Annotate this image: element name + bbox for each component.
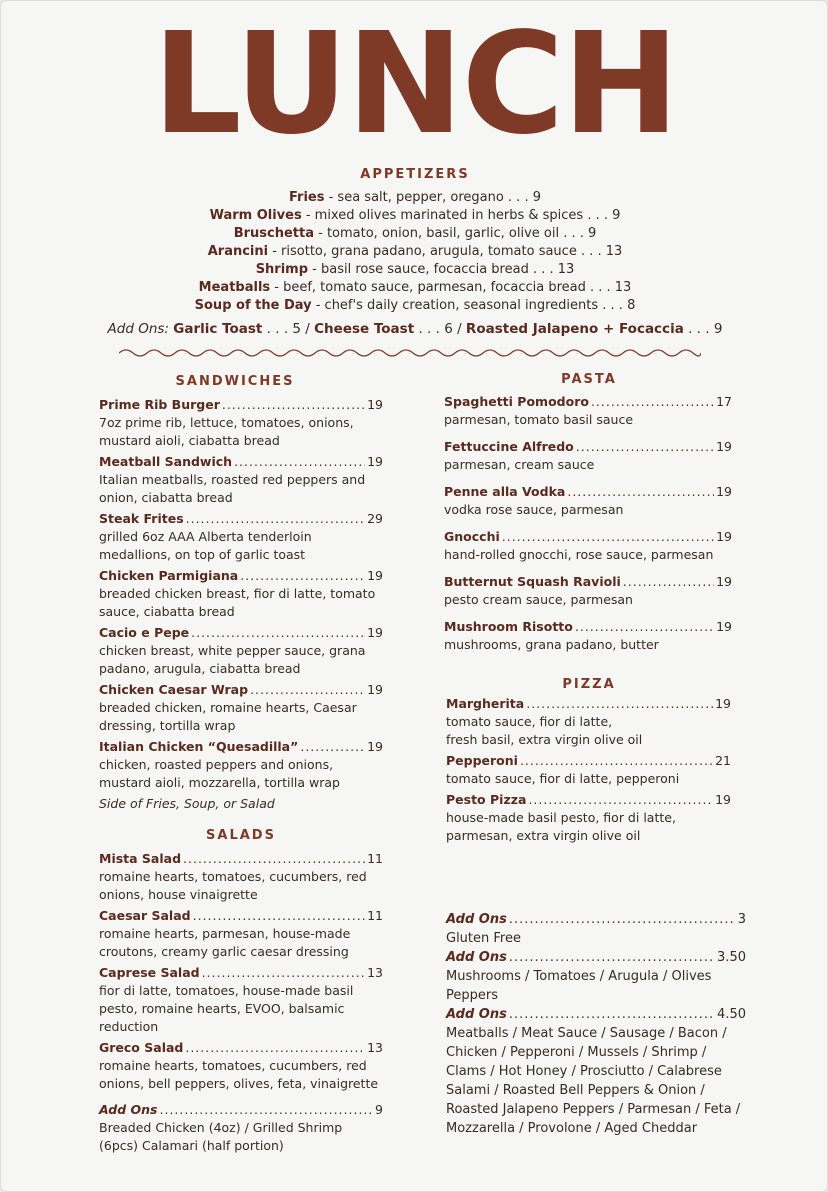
item-desc: - mixed olives marinated in herbs & spices . . . 9 [301, 208, 621, 223]
item-desc: romaine hearts, tomatoes, cucumbers, red onions, bell peppers, olives, feta, vinaigrette [99, 1058, 379, 1091]
pasta-list [444, 393, 732, 663]
addons-label: Add Ons [446, 1007, 507, 1022]
list-item [446, 752, 731, 788]
item-desc: Breaded Chicken (4oz) / Grilled Shrimp (6pcs) Calamari (half portion) [99, 1120, 343, 1153]
item-desc: - basil rose sauce, focaccia bread . . . 13 [308, 262, 575, 277]
list-item [1, 225, 828, 243]
item-price: 19 [716, 619, 732, 634]
appetizers-heading: APPETIZERS [360, 167, 470, 182]
addon-desc: Meatballs / Meat Sauce / Sausage / Bacon / Chicken / Pepperoni / Mussels / Shrimp / Clams / Hot Honey / Prosciutto / Calabrese Salami / Roasted Bell Peppers & Onion / Roasted Jalapeno Peppers / Parmesan / Feta / Mozzarella / Provolone / Aged Cheddar [446, 1026, 741, 1136]
addons-label: Add Ons [446, 950, 507, 965]
item-name: Caprese Salad [99, 965, 200, 980]
list-item [99, 850, 383, 904]
item-name: Margherita [446, 696, 525, 711]
list-item [444, 438, 732, 474]
list-item [446, 695, 731, 749]
addon-price: . . . 6 / [414, 321, 466, 337]
item-price: 19 [716, 439, 732, 454]
sandwiches-heading: SANDWICHES [175, 374, 295, 389]
addon-desc: Mushrooms / Tomatoes / Arugula / Olives Peppers [446, 969, 712, 1003]
salads-list [99, 850, 383, 1158]
item-name: Shrimp [255, 262, 309, 277]
addons-label: Add Ons: [107, 321, 169, 337]
item-name: Arancini [207, 244, 269, 259]
item-name: Bruschetta [233, 226, 314, 241]
item-desc: pesto cream sauce, parmesan [444, 592, 633, 607]
addon-price: 3 [737, 912, 746, 927]
item-price: 19 [715, 792, 731, 807]
list-item [99, 738, 383, 792]
list-item [1, 261, 828, 279]
item-name: Greco Salad [99, 1040, 184, 1055]
item-desc: - risotto, grana padano, arugula, tomato sauce . . . 13 [268, 244, 623, 259]
salads-heading: SALADS [206, 828, 276, 843]
addon-group [446, 1005, 746, 1138]
item-price: 19 [367, 568, 383, 583]
item-price: 19 [367, 682, 383, 697]
appetizer-addons [1, 321, 828, 337]
item-name: Pesto Pizza [446, 792, 527, 807]
list-item [444, 573, 732, 609]
pizza-list [446, 695, 731, 848]
item-desc: romaine hearts, tomatoes, cucumbers, red onions, house vinaigrette [99, 869, 367, 902]
item-price: 13 [367, 1040, 383, 1055]
item-name: Steak Frites [99, 511, 184, 526]
item-desc: grilled 6oz AAA Alberta tenderloin medallions, on top of garlic toast [99, 529, 312, 562]
item-desc: chicken breast, white pepper sauce, grana padano, arugula, ciabatta bread [99, 643, 366, 676]
wave-divider [119, 345, 701, 361]
item-desc: - tomato, onion, basil, garlic, olive oil . . . 9 [314, 226, 597, 241]
item-desc: tomato sauce, fior di latte, pepperoni [446, 771, 680, 786]
list-item [99, 624, 383, 678]
item-name: Chicken Parmigiana [99, 568, 239, 583]
list-item [99, 964, 383, 1036]
pizza-heading: PIZZA [562, 677, 616, 692]
item-desc: parmesan, cream sauce [444, 457, 595, 472]
item-price: 21 [715, 753, 731, 768]
item-name: Mista Salad [99, 851, 182, 866]
item-price: 19 [367, 625, 383, 640]
addon-price: 3.50 [717, 950, 746, 965]
addons-label: Add Ons [446, 912, 507, 927]
item-price: 17 [716, 394, 732, 409]
list-item [99, 510, 383, 564]
addon-name: Roasted Jalapeno + Focaccia [465, 321, 684, 337]
item-desc: breaded chicken breast, fior di latte, tomato sauce, ciabatta bread [99, 586, 376, 619]
item-name: Prime Rib Burger [99, 397, 220, 412]
item-desc: breaded chicken, romaine hearts, Caesar dressing, tortilla wrap [99, 700, 357, 733]
addon-group [446, 910, 746, 948]
item-desc: romaine hearts, parmesan, house-made croutons, creamy garlic caesar dressing [99, 926, 351, 959]
item-name: Butternut Squash Ravioli [444, 574, 621, 589]
addon-price: . . . 9 [683, 321, 723, 337]
item-price: 19 [367, 397, 383, 412]
item-price: 13 [367, 965, 383, 980]
item-name: Fettuccine Alfredo [444, 439, 574, 454]
list-item [1, 207, 828, 225]
item-price: 9 [375, 1102, 383, 1117]
item-name: Gnocchi [444, 529, 500, 544]
item-desc: mushrooms, grana padano, butter [444, 637, 659, 652]
list-item [444, 528, 732, 564]
addon-price: . . . 5 / [262, 321, 315, 337]
list-item [444, 483, 732, 519]
item-name: Penne alla Vodka [444, 484, 566, 499]
item-desc: parmesan, tomato basil sauce [444, 412, 634, 427]
item-name: Meatball Sandwich [99, 454, 233, 469]
item-name: Chicken Caesar Wrap [99, 682, 249, 697]
item-desc: - beef, tomato sauce, parmesan, focaccia bread . . . 13 [270, 280, 632, 295]
item-name: Soup of the Day [194, 298, 312, 313]
item-price: 19 [367, 454, 383, 469]
item-name: Warm Olives [209, 208, 302, 223]
addon-name: Garlic Toast [173, 321, 263, 337]
list-item [1, 189, 828, 207]
list-item [1, 243, 828, 261]
item-name: Meatballs [198, 280, 271, 295]
item-price: 19 [716, 529, 732, 544]
addon-name: Cheese Toast [314, 321, 415, 337]
pasta-heading: PASTA [561, 372, 617, 387]
item-name: Pepperoni [446, 753, 518, 768]
list-item [1, 279, 828, 297]
item-name: Fries [288, 190, 325, 205]
item-name: Spaghetti Pomodoro [444, 394, 589, 409]
item-desc: house-made basil pesto, fior di latte, parmesan, extra virgin olive oil [446, 810, 676, 843]
list-item [99, 681, 383, 735]
item-name: Caesar Salad [99, 908, 191, 923]
pizza-addons [446, 910, 746, 1138]
menu-title: LUNCH [152, 3, 678, 166]
addons-label: Add Ons [99, 1102, 158, 1117]
list-item [99, 907, 383, 961]
item-name: Cacio e Pepe [99, 625, 190, 640]
item-desc: - chef's daily creation, seasonal ingredients . . . 8 [311, 298, 636, 313]
list-item [446, 791, 731, 845]
item-price: 11 [367, 908, 383, 923]
item-name: Mushroom Risotto [444, 619, 573, 634]
list-item [99, 1039, 383, 1093]
addon-price: 4.50 [717, 1007, 746, 1022]
item-desc: fior di latte, tomatoes, house-made basil pesto, romaine hearts, EVOO, balsamic reduction [99, 983, 354, 1034]
item-price: 19 [716, 484, 732, 499]
list-item [444, 393, 732, 429]
item-desc: - sea salt, pepper, oregano . . . 9 [324, 190, 541, 205]
sandwich-side-note: Side of Fries, Soup, or Salad [99, 796, 275, 811]
list-item [99, 396, 383, 450]
item-price: 29 [367, 511, 383, 526]
item-price: 11 [367, 851, 383, 866]
appetizers-list [1, 189, 828, 315]
item-name: Italian Chicken “Quesadilla” [99, 739, 299, 754]
item-desc: 7oz prime rib, lettuce, tomatoes, onions, mustard aioli, ciabatta bread [99, 415, 354, 448]
item-desc: chicken, roasted peppers and onions, mustard aioli, mozzarella, tortilla wrap [99, 757, 340, 790]
item-desc: tomato sauce, fior di latte, fresh basil, extra virgin olive oil [446, 714, 643, 747]
addon-group [446, 948, 746, 1005]
salad-addons [99, 1101, 383, 1155]
list-item [444, 618, 732, 654]
item-desc: Italian meatballs, roasted red peppers and onion, ciabatta bread [99, 472, 366, 505]
list-item [99, 453, 383, 507]
list-item [1, 297, 828, 315]
item-price: 19 [367, 739, 383, 754]
addon-desc: Gluten Free [446, 931, 521, 946]
item-desc: hand-rolled gnocchi, rose sauce, parmesan [444, 547, 714, 562]
item-price: 19 [716, 574, 732, 589]
list-item [99, 567, 383, 621]
item-desc: vodka rose sauce, parmesan [444, 502, 624, 517]
item-price: 19 [715, 696, 731, 711]
sandwiches-list [99, 396, 383, 813]
